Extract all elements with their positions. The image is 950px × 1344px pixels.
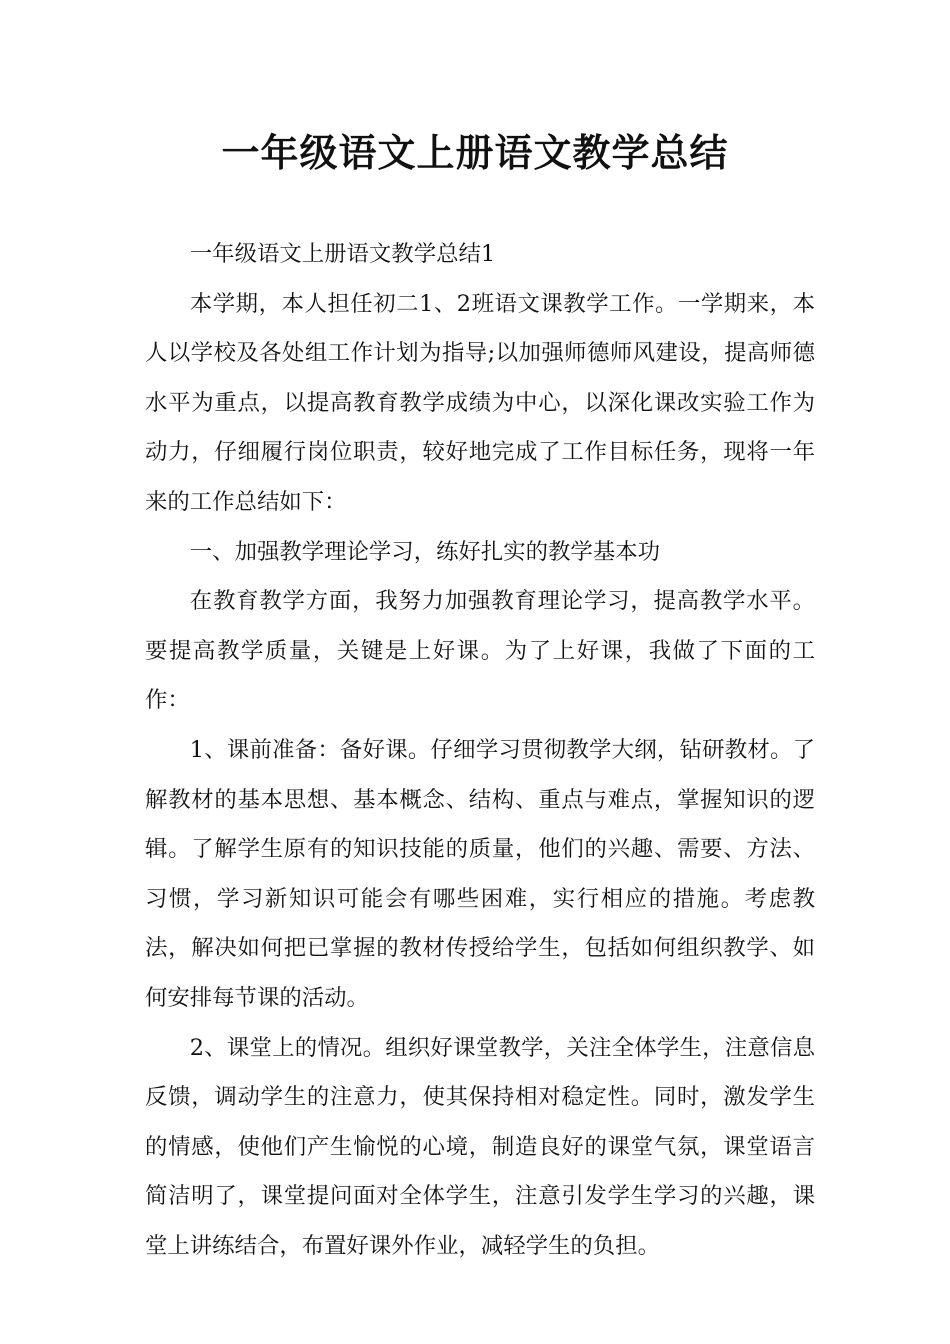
paragraph-section-heading: 一、加强教学理论学习，练好扎实的教学基本功: [189, 538, 660, 565]
paragraph-intro: 本学期，本人担任初二1、2班语文课教学工作。一学期来，本人以学校及各处组工作计划为指导;以加强师德师风建设，提高师德水平为重点，以提高教育教学成绩为中心，以深化课改实验工作为动力，仔细履行岗位职责，较好地完成了工作目标任务，现将一年来的工作总结如下：: [145, 290, 815, 515]
paragraph-classroom: 2、课堂上的情况。组织好课堂教学，关注全体学生，注意信息反馈，调动学生的注意力，使其保持相对稳定性。同时，激发学生的情感，使他们产生愉悦的心境，制造良好的课堂气氛，课堂语言简洁明了，课堂提问面对全体学生，注意引发学生学习的兴趣，课堂上讲练结合，布置好课外作业，减轻学生的负担。: [145, 1034, 815, 1259]
document-body: [145, 230, 815, 1271]
paragraph-teaching: 在教育教学方面，我努力加强教育理论学习，提高教学水平。要提高教学质量，关键是上好课。为了上好课，我做了下面的工作：: [145, 588, 815, 714]
paragraph-preparation: 1、课前准备：备好课。仔细学习贯彻教学大纲，钻研教材。了解教材的基本思想、基本概念、结构、重点与难点，掌握知识的逻辑。了解学生原有的知识技能的质量，他们的兴趣、需要、方法、习惯，学习新知识可能会有哪些困难，实行相应的措施。考虑教法，解决如何把已掌握的教材传授给学生，包括如何组织教学、如何安排每节课的活动。: [145, 736, 815, 1011]
paragraph-subtitle: 一年级语文上册语文教学总结1: [189, 241, 496, 267]
document-title: 一年级语文上册语文教学总结: [221, 131, 729, 175]
